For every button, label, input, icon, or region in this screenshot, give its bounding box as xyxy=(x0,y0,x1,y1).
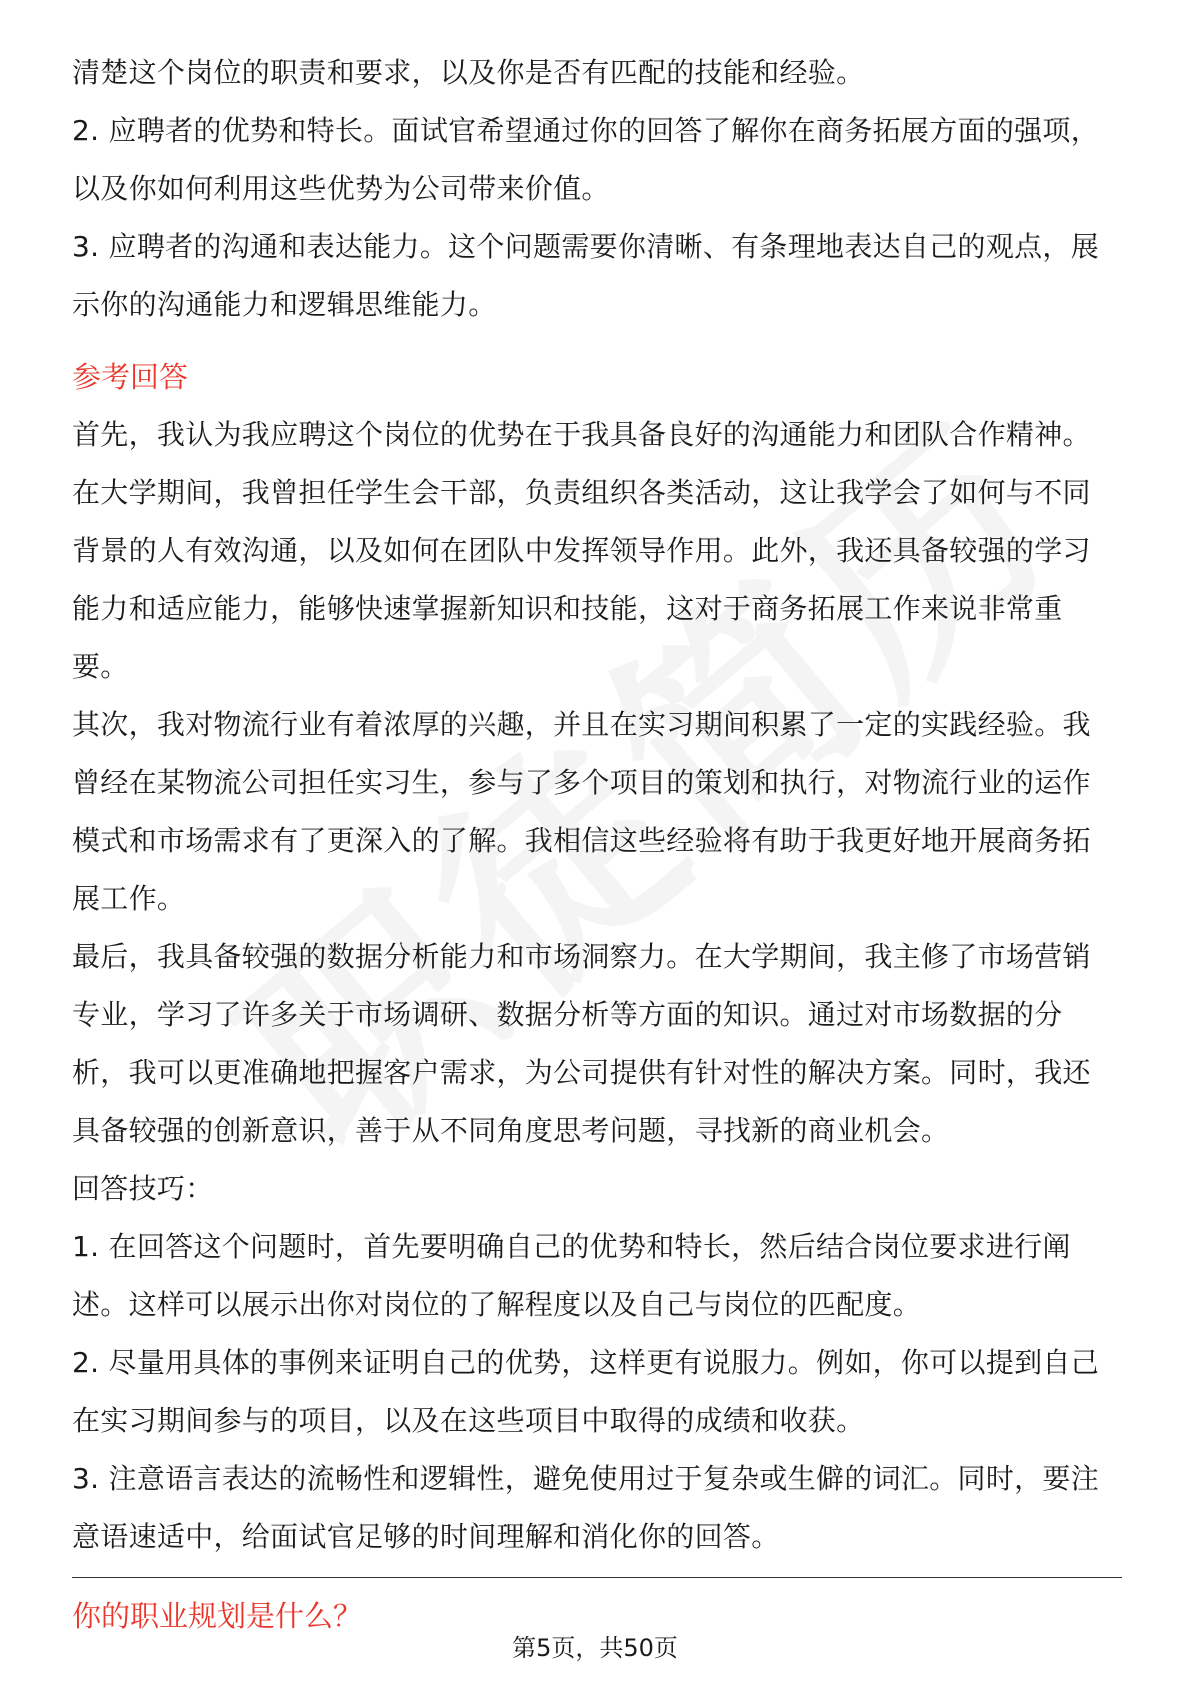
tip-line: 2. 尽量用具体的事例来证明自己的优势，这样更有说服力。例如，你可以提到自己 xyxy=(72,1346,1100,1379)
intro-line: 以及你如何利用这些优势为公司带来价值。 xyxy=(72,172,610,205)
answer-line: 要。 xyxy=(72,650,129,683)
answer-heading: 参考回答 xyxy=(72,360,189,394)
intro-line: 示你的沟通能力和逻辑思维能力。 xyxy=(72,288,497,321)
tip-line: 1. 在回答这个问题时，首先要明确自己的优势和特长，然后结合岗位要求进行阐 xyxy=(72,1230,1071,1263)
tip-line: 述。这样可以展示出你对岗位的了解程度以及自己与岗位的匹配度。 xyxy=(72,1288,922,1321)
answer-line: 专业，学习了许多关于市场调研、数据分析等方面的知识。通过对市场数据的分 xyxy=(72,998,1063,1031)
tip-line: 在实习期间参与的项目，以及在这些项目中取得的成绩和收获。 xyxy=(72,1404,865,1437)
intro-line: 3. 应聘者的沟通和表达能力。这个问题需要你清晰、有条理地表达自己的观点，展 xyxy=(72,230,1100,263)
answer-line: 模式和市场需求有了更深入的了解。我相信这些经验将有助于我更好地开展商务拓 xyxy=(72,824,1091,857)
answer-line: 析，我可以更准确地把握客户需求，为公司提供有针对性的解决方案。同时，我还 xyxy=(72,1056,1091,1089)
answer-line: 首先，我认为我应聘这个岗位的优势在于我具备良好的沟通能力和团队合作精神。 xyxy=(72,418,1091,451)
next-question-heading: 你的职业规划是什么？ xyxy=(72,1599,363,1633)
tip-line: 意语速适中，给面试官足够的时间理解和消化你的回答。 xyxy=(72,1520,780,1553)
page-footer: 第5页，共50页 xyxy=(512,1634,678,1662)
intro-section xyxy=(72,44,1122,334)
answer-line: 最后，我具备较强的数据分析能力和市场洞察力。在大学期间，我主修了市场营销 xyxy=(72,940,1091,973)
answer-section xyxy=(72,406,1122,1566)
answer-line: 背景的人有效沟通，以及如何在团队中发挥领导作用。此外，我还具备较强的学习 xyxy=(72,534,1091,567)
answer-line: 其次，我对物流行业有着浓厚的兴趣，并且在实习期间积累了一定的实践经验。我 xyxy=(72,708,1091,741)
page-content xyxy=(72,44,1122,1566)
answer-line: 在大学期间，我曾担任学生会干部，负责组织各类活动，这让我学会了如何与不同 xyxy=(72,476,1091,509)
answer-line: 具备较强的创新意识，善于从不同角度思考问题，寻找新的商业机会。 xyxy=(72,1114,950,1147)
tips-heading: 回答技巧： xyxy=(72,1172,214,1205)
answer-line: 曾经在某物流公司担任实习生，参与了多个项目的策划和执行，对物流行业的运作 xyxy=(72,766,1091,799)
intro-line: 清楚这个岗位的职责和要求，以及你是否有匹配的技能和经验。 xyxy=(72,56,865,89)
tip-line: 3. 注意语言表达的流畅性和逻辑性，避免使用过于复杂或生僻的词汇。同时，要注 xyxy=(72,1462,1100,1495)
answer-line: 能力和适应能力，能够快速掌握新知识和技能，这对于商务拓展工作来说非常重 xyxy=(72,592,1063,625)
intro-line: 2. 应聘者的优势和特长。面试官希望通过你的回答了解你在商务拓展方面的强项， xyxy=(72,114,1100,147)
section-divider xyxy=(72,1577,1122,1578)
answer-line: 展工作。 xyxy=(72,882,186,915)
